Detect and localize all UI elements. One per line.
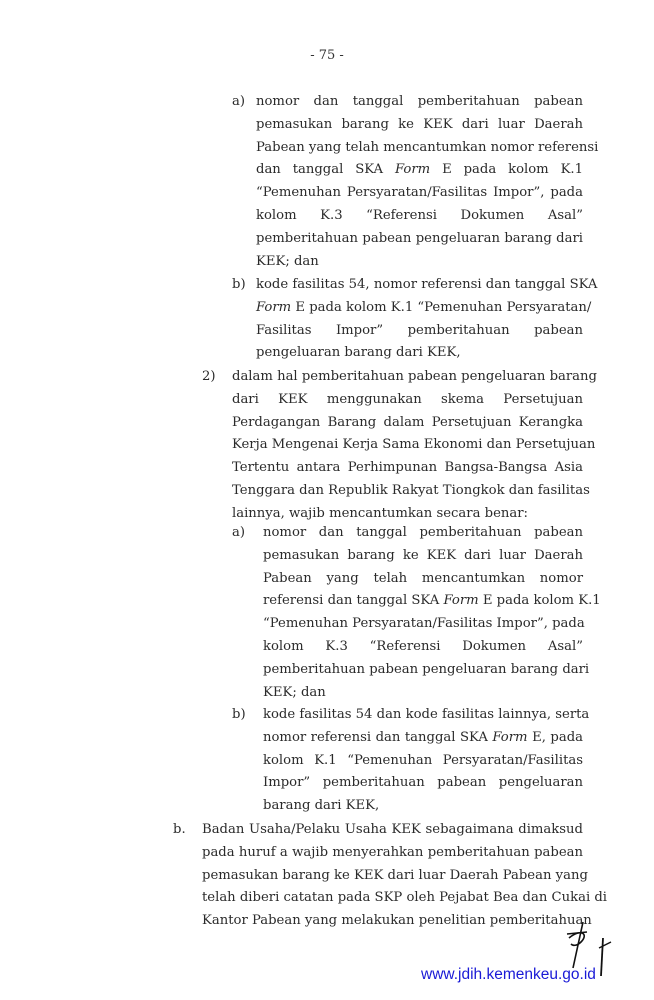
text-line: Impor” pemberitahuan pabean pengeluaran [263,775,583,791]
text-line: kolom K.3 “Referensi Dokumen Asal” [256,208,583,223]
list-marker: b) [232,707,246,722]
text-line: dan tanggal SKA Form E pada kolom K.1 [256,162,584,178]
text-line: Badan Usaha/Pelaku Usaha KEK sebagaimana dimaksud [202,822,583,837]
text-line: “Pemenuhan Persyaratan/Fasilitas Impor”, pada [256,185,583,201]
text-line: nomor referensi dan tanggal SKA Form E, pada [263,729,583,745]
text-line: pemasukan barang ke KEK dari luar Daerah Pabean yang [202,867,588,883]
text-line: Pabean yang telah mencantumkan nomor [263,570,583,586]
text-line: Tenggara dan Republik Rakyat Tiongkok dan fasilitas [232,483,590,498]
text-line: Perdagangan Barang dalam Persetujuan Kerangka [232,414,583,430]
italic-term: Form [394,162,431,178]
text-line: Form E pada kolom K.1 “Pemenuhan Persyaratan/ [256,299,592,315]
page-number: - 75 - [310,48,344,63]
footer-url-link[interactable]: www.jdih.kemenkeu.go.id [421,966,596,983]
text-line: nomor dan tanggal pemberitahuan pabean [263,525,583,540]
italic-term: Form [443,593,479,609]
list-marker: b) [232,277,246,292]
text-line: pada huruf a wajib menyerahkan pemberitahuan pabean [202,844,583,860]
text-line: barang dari KEK, [263,798,380,814]
text-line: dalam hal pemberitahuan pabean pengeluaran barang [232,369,597,384]
text-line: referensi dan tanggal SKA Form E pada kolom K.1 [263,593,601,609]
text-line: pengeluaran barang dari KEK, [256,345,461,361]
text-line: pemberitahuan pabean pengeluaran barang dari [256,230,583,246]
text-line: kode fasilitas 54, nomor referensi dan tanggal SKA [256,277,598,292]
text-line: pemasukan barang ke KEK dari luar Daerah [256,116,583,132]
text-line: KEK; dan [256,253,319,269]
list-marker: a) [232,94,246,109]
text-line: nomor dan tanggal pemberitahuan pabean [256,94,583,109]
text-line: pemasukan barang ke KEK dari luar Daerah [263,547,583,563]
text-line: “Pemenuhan Persyaratan/Fasilitas Impor”, pada [263,616,585,632]
text-line: kode fasilitas 54 dan kode fasilitas lainnya, serta [263,707,590,722]
italic-term: Form [256,299,292,315]
text-line: lainnya, wajib mencantumkan secara benar: [232,505,528,521]
list-marker: b. [173,822,186,837]
text-line: dari KEK menggunakan skema Persetujuan [232,391,583,407]
text-line: Kerja Mengenai Kerja Sama Ekonomi dan Persetujuan [232,437,596,453]
text-line: KEK; dan [263,684,326,700]
italic-term: Form [492,729,528,745]
text-line: Pabean yang telah mencantumkan nomor referensi [256,139,599,155]
list-marker: 2) [202,369,216,384]
text-line: kolom K.3 “Referensi Dokumen Asal” [263,639,583,654]
text-line: pemberitahuan pabean pengeluaran barang dari [263,661,590,677]
text-line: Tertentu antara Perhimpunan Bangsa-Bangsa Asia [232,460,583,476]
text-line: kolom K.1 “Pemenuhan Persyaratan/Fasilitas [263,752,583,768]
text-line: Fasilitas Impor” pemberitahuan pabean [256,322,583,338]
list-marker: a) [232,525,246,540]
text-line: telah diberi catatan pada SKP oleh Pejabat Bea dan Cukai di [202,890,608,906]
text-line: Kantor Pabean yang melakukan penelitian pemberitahuan [202,913,592,929]
